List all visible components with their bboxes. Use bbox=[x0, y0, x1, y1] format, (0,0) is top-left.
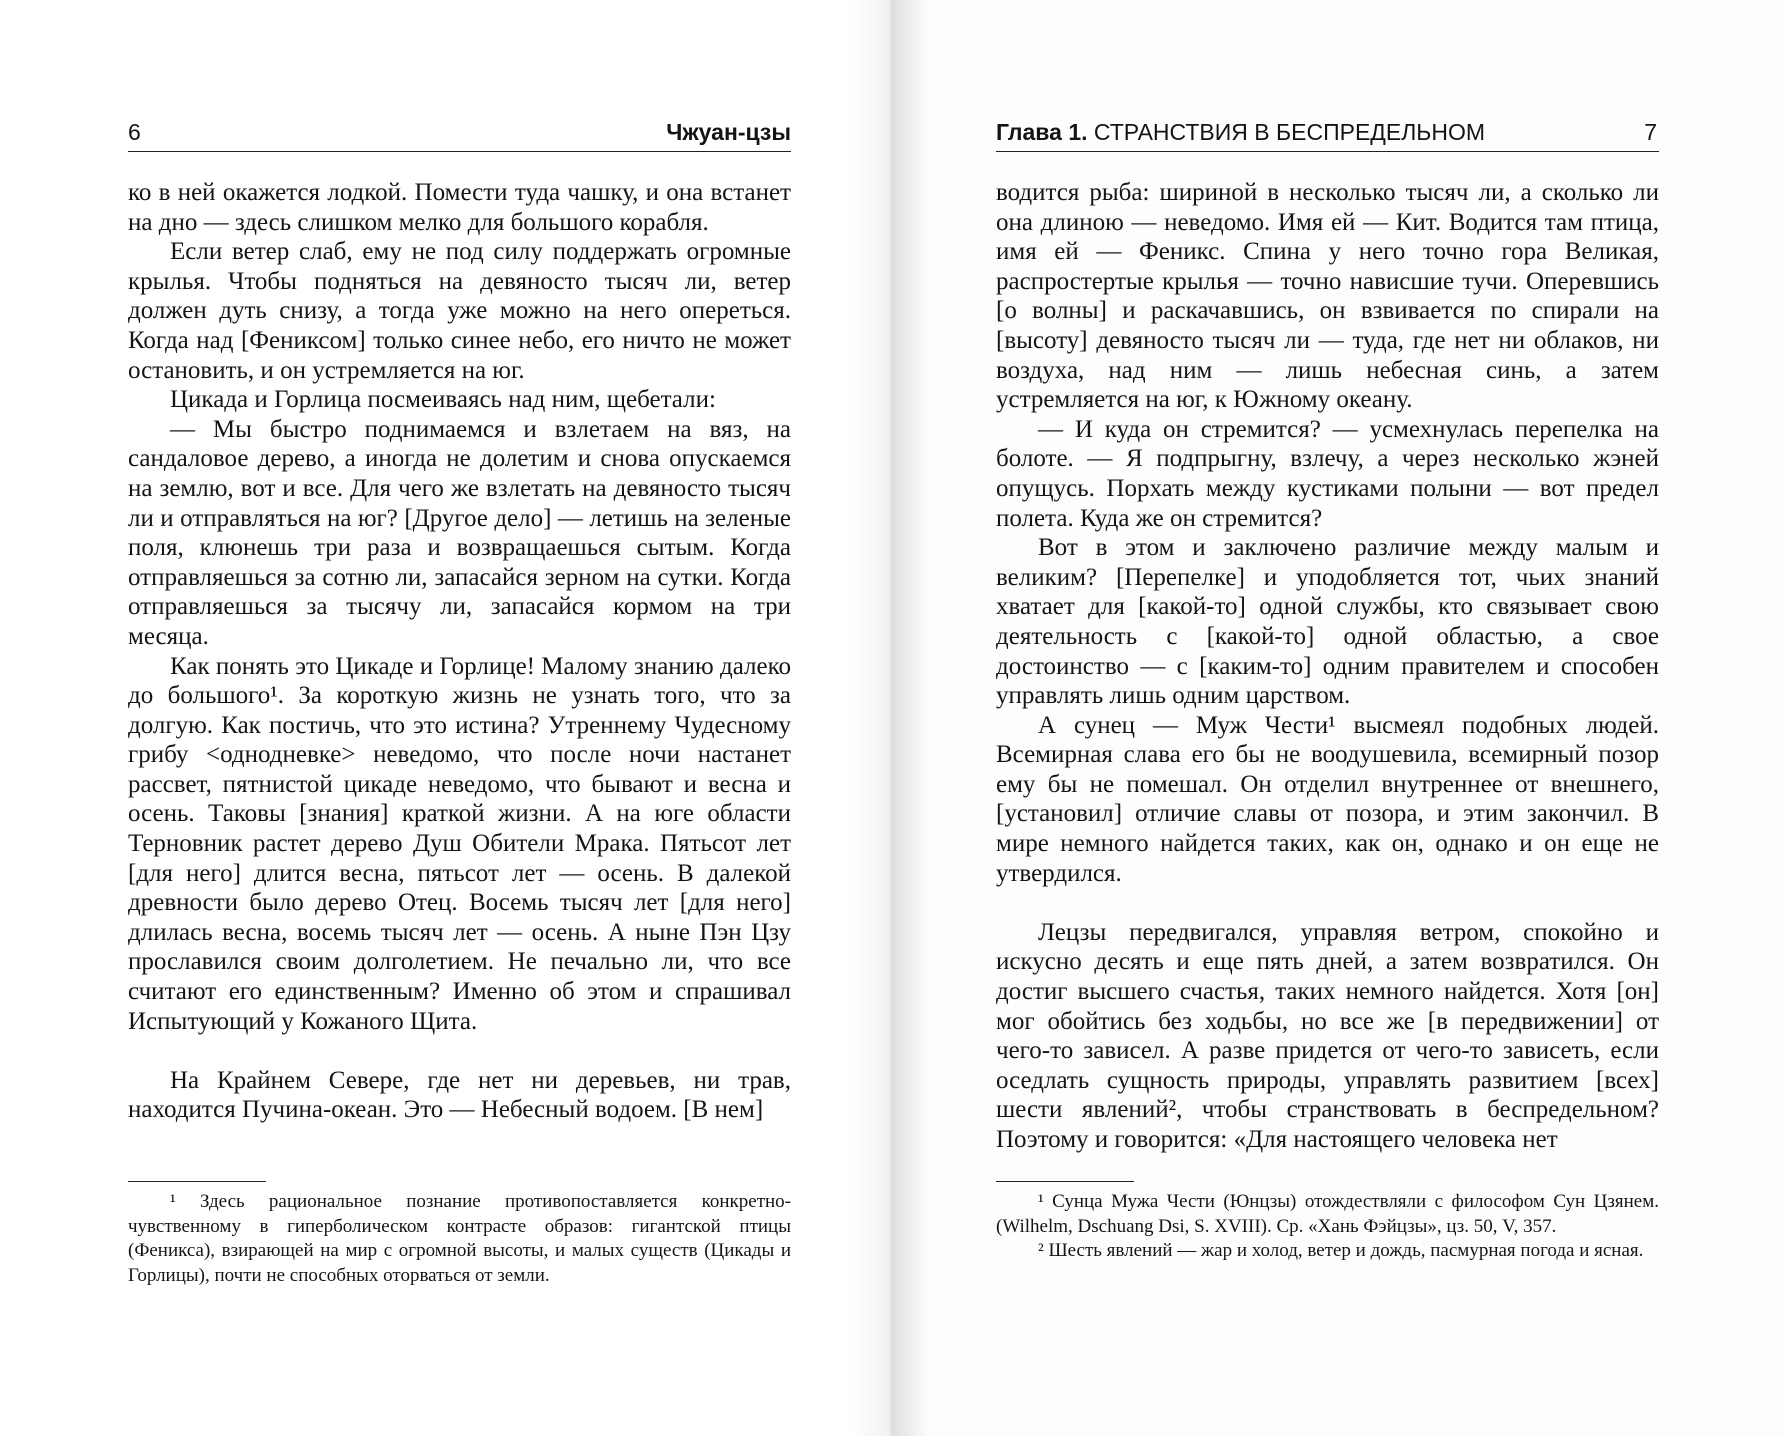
paragraph: Если ветер слаб, ему не под силу поддержать огромные крылья. Чтобы подняться на девяносто тысяч ли, ветер должен дуть снизу, а тогда уже можно на него опереться. Когда над [Фениксом] только синее небо, его ничто не может остановить, и он устремляется на юг. bbox=[128, 238, 791, 384]
left-body-text bbox=[128, 178, 791, 1125]
chapter-title: СТРАНСТВИЯ В БЕСПРЕДЕЛЬНОМ bbox=[1093, 119, 1486, 145]
left-running-title: Чжуан-цзы bbox=[666, 119, 791, 145]
chapter-heading bbox=[996, 117, 1485, 147]
paragraph: — Мы быстро поднимаемся и взлетаем на вяз, на сандаловое дерево, а иногда не долетим и снова опускаемся на землю, вот и все. Для чего же взлетать на девяносто тысяч ли и отправляться на юг? [Другое дело] — летишь на зеленые поля, клюнешь три раза и возвращаешься сытым. Когда отправляешься за сотню ли, запасайся зерном на сутки. Когда отправляешься за тысячу ли, запасайся кормом на три месяца. bbox=[128, 415, 791, 650]
footnote-rule bbox=[996, 1181, 1134, 1182]
chapter-label: Глава 1. bbox=[996, 119, 1088, 145]
paragraph: Цикада и Горлица посмеиваясь над ним, щебетали: bbox=[170, 386, 716, 414]
right-page bbox=[892, 0, 1785, 1436]
paragraph: водится рыба: шириной в несколько тысяч ли, а сколько ли она длиною — неведомо. Имя ей — Кит. Водится там птица, имя ей — Феникс. Спина у него точно гора Великая, распростертые крылья — точно нависшие тучи. Оперевшись [о волны] и раскачавшись, он взвивается по спирали на [высоту] девяносто тысяч ли — туда, где нет ни облаков, ни воздуха, над ним — лишь небесная синь, а затем устремляется на юг, к Южному океану. bbox=[996, 179, 1659, 414]
left-running-header bbox=[128, 117, 791, 152]
paragraph: Лецзы передвигался, управляя ветром, спокойно и искусно десять и еще пять дней, а затем возвратился. Он достиг высшего счастья, таких немного найдется. Хотя [он] мог обойтись без ходьбы, но все же [в передвижении] от чего-то зависел. А разве придется от чего-то зависеть, если оседлать сущность природы, управлять развитием [всех] шести явлений², чтобы странствовать в беспредельном? Поэтому и говорится: «Для настоящего человека нет bbox=[996, 918, 1659, 1153]
left-footnotes bbox=[128, 1190, 791, 1288]
right-running-header bbox=[996, 117, 1659, 152]
left-page bbox=[0, 0, 892, 1436]
footnote: ¹ Здесь рациональное познание противопоставляется конкретно-чувственному в гиперболическом контрасте образов: гигантской птицы (Феникса), взирающей на мир с огромной высоты, и малых существ (Цикады и Горлицы), почти не способных оторваться от земли. bbox=[128, 1191, 791, 1286]
footnote: ² Шесть явлений — жар и холод, ветер и дождь, пасмурная погода и ясная. bbox=[1038, 1240, 1644, 1262]
footnote: ¹ Сунца Мужа Чести (Юнцзы) отождествляли с философом Сун Цзянем. (Wilhelm, Dschuang Dsi, S. XVIII). Ср. «Хань Фэйцзы», цз. 50, V, 357. bbox=[996, 1191, 1659, 1237]
right-footnotes bbox=[996, 1190, 1659, 1264]
right-body-text bbox=[996, 178, 1659, 1155]
left-page-number: 6 bbox=[128, 119, 141, 145]
paragraph: А сунец — Муж Чести¹ высмеял подобных людей. Всемирная слава его бы не воодушевила, всемирный позор ему бы не помешал. Он отделил внутреннее от внешнего, [установил] отличие славы от позора, и этим закончил. В мире немного найдется таких, как он, однако и он еще не утвердился. bbox=[996, 711, 1659, 887]
paragraph: ко в ней окажется лодкой. Помести туда чашку, и она встанет на дно — здесь слишком мелко для большого корабля. bbox=[128, 179, 791, 236]
paragraph: — И куда он стремится? — усмехнулась перепелка на болоте. — Я подпрыгну, взлечу, а через несколько жэней опущусь. Порхать между кустиками полыни — вот предел полета. Куда же он стремится? bbox=[996, 415, 1659, 532]
paragraph: Как понять это Цикаде и Горлице! Малому знанию далеко до большого¹. За короткую жизнь не узнать того, что за долгую. Как постичь, что это истина? Утреннему Чудесному грибу <однодневке> неведомо, что после ночи настанет рассвет, пятнистой цикаде неведомо, что бывают и весна и осень. Таковы [знания] краткой жизни. А на юге области Терновник растет дерево Душ Обители Мрака. Пятьсот лет [для него] длится весна, пятьсот лет — осень. В далекой древности было дерево Отец. Восемь тысяч лет [для него] длилась весна, восемь тысяч лет — осень. А ныне Пэн Цзу прославился своим долголетием. Не печально ли, что все считают его единственным? Именно об этом и спрашивал Испытующий у Кожаного Щита. bbox=[128, 652, 791, 1035]
right-page-number: 7 bbox=[1644, 119, 1657, 145]
paragraph: Вот в этом и заключено различие между малым и великим? [Перепелке] и уподобляется тот, чьих знаний хватает для [какой-то] одной службы, кто связывает свою деятельность с [какой-то] одной областью, а свое достоинство — с [каким-то] одним правителем и способен управлять лишь одним царством. bbox=[996, 534, 1659, 710]
paragraph: На Крайнем Севере, где нет ни деревьев, ни трав, находится Пучина-океан. Это — Небесный водоем. [В нем] bbox=[128, 1066, 791, 1124]
footnote-rule bbox=[128, 1181, 266, 1182]
